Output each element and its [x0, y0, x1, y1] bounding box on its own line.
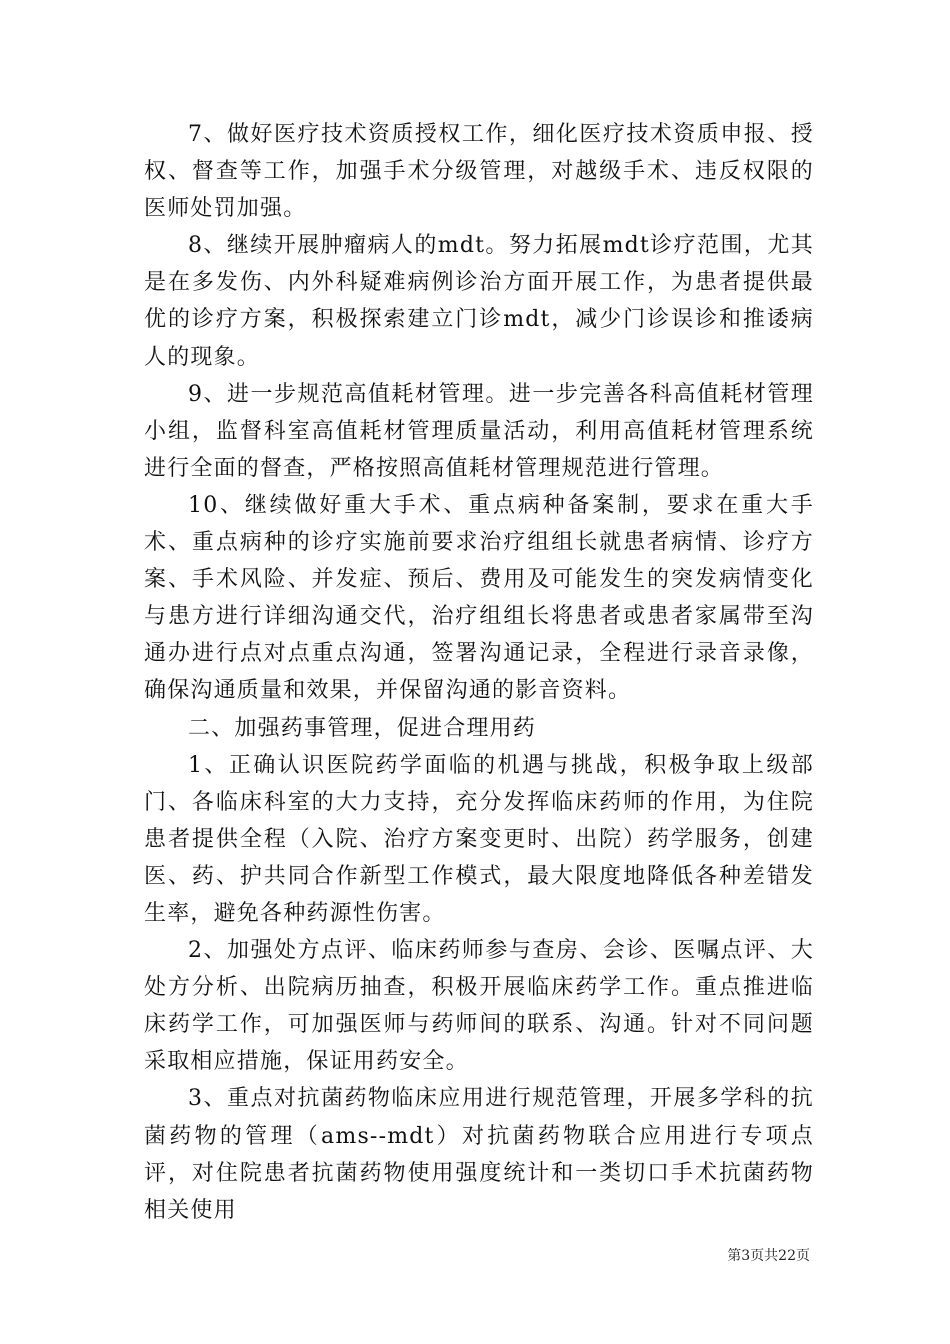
paragraph-item-2: 2、加强处方点评、临床药师参与查房、会诊、医嘱点评、大处方分析、出院病历抽查，积极开展临床药学工作。重点推进临床药学工作，可加强医师与药师间的联系、沟通。针对不同问题采取相应措施，保证用药安全。 [144, 938, 814, 1075]
page-number: 第3页共22页 [727, 1248, 810, 1264]
paragraph-item-7: 7、做好医疗技术资质授权工作，细化医疗技术资质申报、授权、督查等工作，加强手术分级管理，对越级手术、违反权限的医师处罚加强。 [144, 122, 814, 222]
paragraph-item-10: 10、继续做好重大手术、重点病种备案制，要求在重大手术、重点病种的诊疗实施前要求治疗组组长就患者病情、诊疗方案、手术风险、并发症、预后、费用及可能发生的突发病情变化与患方进行详细沟通交代，治疗组组长将患者或患者家属带至沟通办进行点对点重点沟通，签署沟通记录，全程进行录音录像，确保沟通质量和效果，并保留沟通的影音资料。 [144, 492, 814, 704]
section-heading: 二、加强药事管理，促进合理用药 [188, 715, 537, 741]
paragraph-item-1: 1、正确认识医院药学面临的机遇与挑战，积极争取上级部门、各临床科室的大力支持，充分发挥临床药师的作用，为住院患者提供全程（入院、治疗方案变更时、出院）药学服务，创建医、药、护共同合作新型工作模式，最大限度地降低各种差错发生率，避免各种药源性伤害。 [144, 752, 814, 926]
paragraph-item-9: 9、进一步规范高值耗材管理。进一步完善各科高值耗材管理小组，监督科室高值耗材管理质量活动，利用高值耗材管理系统进行全面的督查，严格按照高值耗材管理规范进行管理。 [144, 381, 814, 481]
paragraph-item-8: 8、继续开展肿瘤病人的mdt。努力拓展mdt诊疗范围，尤其是在多发伤、内外科疑难病例诊治方面开展工作，为患者提供最优的诊疗方案，积极探索建立门诊mdt，减少门诊误诊和推诿病人的现象。 [144, 233, 814, 370]
document-body [144, 116, 814, 1229]
paragraph-item-3: 3、重点对抗菌药物临床应用进行规范管理，开展多学科的抗菌药物的管理（ams--mdt）对抗菌药物联合应用进行专项点评，对住院患者抗菌药物使用强度统计和一类切口手术抗菌药物相关使用 [144, 1086, 814, 1223]
